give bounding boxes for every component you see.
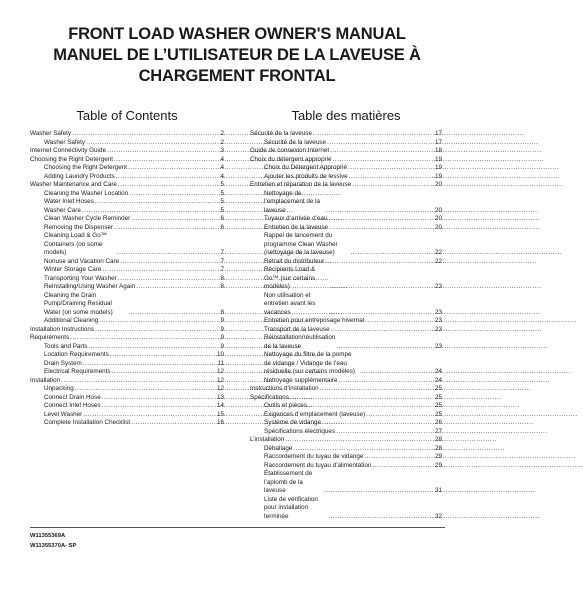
toc-entry-label: Instructions d’installation [250,385,319,392]
toc-dot-leader [86,139,219,148]
toc-dot-leader [326,207,434,216]
toc-dot-leader [333,156,434,165]
toc-dot-leader [365,317,434,326]
toc-entry-label: L’installation [250,436,285,443]
toc-entry-label: Choix du détergent approprié [250,155,332,163]
toc-entry[interactable] [30,215,224,224]
toc-entry[interactable] [30,173,224,182]
toc-dot-leader [328,513,434,522]
toc-entry-page: 25 [434,402,442,409]
toc-entry-page: 12 [216,376,224,384]
toc-entry-label: Spécifications [250,393,289,401]
toc-dot-leader [325,258,434,267]
toc-entry-label: Tools and Parts [44,342,88,350]
toc-french-heading: Table des matières [291,108,401,123]
toc-entry-page: 19 [434,155,442,163]
toc-entry[interactable] [30,317,224,326]
toc-entry-page: 19 [434,172,442,180]
toc-dot-leader [349,173,434,182]
toc-entry[interactable] [30,130,224,139]
toc-entry-page: 22 [434,257,442,265]
toc-entry-label: Cleaning the Washer Location [44,189,129,197]
toc-entry-label: Déballage [264,444,293,452]
toc-dot-leader [117,249,220,258]
toc-entry-page: 27 [434,427,442,435]
toc-entry[interactable] [250,156,442,165]
toc-dot-leader [114,224,220,233]
toc-dot-leader [120,258,219,267]
toc-entry-page: 24 [434,368,442,375]
toc-entry-label: Nettoyage du filtre de la pompe de vidange / Vidange de l’eau résiduelle (sur certains modèles) [264,351,355,375]
toc-french-list [250,130,442,521]
toc-dot-leader [290,394,434,403]
toc-entry-label: Spécifications électriques [264,427,336,435]
toc-entry[interactable] [30,139,224,148]
toc-dot-leader [83,411,216,420]
toc-entry[interactable] [250,181,442,190]
toc-dot-leader [329,309,434,318]
toc-entry[interactable] [30,351,224,360]
toc-entry[interactable] [30,411,224,420]
toc-dot-leader [95,326,219,335]
toc-entry-label: Washer Maintenance and Care [30,181,117,188]
toc-dot-leader [95,198,220,207]
toc-entry-label: Connect Drain Hose [44,393,101,401]
toc-entry[interactable] [250,164,442,173]
toc-entry-label: Entretien de la laveuse [264,223,329,231]
toc-entry-page: 22 [434,249,442,256]
toc-english-list [30,130,224,428]
toc-entry[interactable] [250,470,442,496]
toc-entry[interactable] [30,232,224,258]
toc-entry[interactable] [250,445,442,454]
toc-entry-page: 20 [434,215,442,222]
toc-entry-label: Electrical Requirements [44,368,111,375]
toc-entry-label: Removing the Dispenser [44,223,113,231]
toc-dot-leader [336,428,434,437]
toc-entry-label: Réinstallation/réutilisation de la laveuse [264,334,336,350]
toc-dot-leader [131,215,219,224]
toc-dot-leader [72,130,219,139]
toc-entry-label: Additional Cleaning [44,317,99,324]
toc-entry[interactable] [250,139,442,148]
toc-entry-label: Entretien et réparation de la laveuse [250,181,352,188]
title-line-2: MANUEL DE L’UTILISATEUR DE LA LAVEUSE À [53,46,421,64]
toc-entry-label: Raccordement du tuyau d’alimentation [264,461,372,469]
toc-entry-page: 25 [434,393,442,401]
toc-entry-page: 29 [434,453,442,460]
footer-divider [30,527,445,528]
toc-entry[interactable] [30,198,224,207]
toc-entry-label: Liste de vérification pour installation terminée [264,495,318,520]
toc-entry-page: 26 [434,419,442,426]
toc-entry-label: Rappel de lancement du programme Clean Washer (nettoyage de la laveuse) [264,232,338,256]
toc-entry-label: Ajouter les produits de lessive [264,172,348,180]
toc-entry-label: Sécurité de la laveuse [250,130,312,137]
toc-entry-page: 5 [220,206,224,214]
toc-entry-label: Clean Washer Cycle Reminder [44,215,131,222]
toc-entry[interactable] [30,402,224,411]
toc-entry[interactable] [250,377,442,386]
toc-entry-label: Transport de la laveuse [264,325,330,333]
toc-entry-page: 5 [220,198,224,205]
toc-entry-label: Nettoyage supplémentaire [264,376,338,384]
toc-dot-leader [128,309,219,318]
toc-entry[interactable] [250,419,442,428]
toc-entry[interactable] [30,258,224,267]
toc-dot-leader [128,164,220,173]
toc-dot-leader [336,343,434,352]
toc-dot-leader [114,156,220,165]
toc-dot-leader [129,190,219,199]
toc-dot-leader [328,215,434,224]
toc-entry-label: Cleaning Load & Go™ Containers (on some models) [44,232,108,256]
toc-entry-page: 20 [434,223,442,231]
toc-dot-leader [331,326,434,335]
toc-entry-label: Unpacking [44,385,74,392]
toc-dot-leader [83,360,217,369]
toc-entry-page: 18 [434,147,442,154]
toc-dot-leader [352,181,434,190]
toc-dot-leader [308,402,434,411]
toc-entry-label: Washer Care [44,206,81,214]
toc-entry-label: Installation [30,376,61,384]
toc-entry-label: Location Requirements [44,351,109,358]
toc-dot-leader [351,249,434,258]
toc-entry-page: 2 [220,138,224,146]
toc-entry[interactable] [250,436,442,445]
toc-entry[interactable] [30,283,224,292]
toc-entry-label: Sécurité de la laveuse [264,138,326,146]
toc-entry[interactable] [30,360,224,369]
toc-entry[interactable] [30,156,224,165]
toc-entry-page: 8 [220,308,224,316]
toc-entry-page: 9 [220,334,224,341]
toc-entry-label: Winter Storage Care [44,266,102,273]
toc-dot-leader [136,283,219,292]
toc-dot-leader [118,275,220,284]
toc-entry-page: 28 [434,444,442,452]
toc-entry[interactable] [250,147,442,156]
toc-entry-page: 31 [434,487,442,494]
toc-dot-leader [359,368,434,377]
toc-dot-leader [131,419,216,428]
toc-entry-label: Guide de connexion Internet [250,147,330,154]
toc-dot-leader [313,130,434,139]
toc-french [250,108,442,521]
toc-dot-leader [366,411,434,420]
toc-english [30,108,224,428]
toc-entry[interactable] [250,317,442,326]
toc-entry[interactable] [30,368,224,377]
toc-entry-label: Choix du Détergent Approprié [264,164,347,171]
toc-entry[interactable] [250,351,442,377]
toc-entry[interactable] [250,453,442,462]
toc-entry[interactable] [250,428,442,437]
toc-entry-page: 3 [220,147,224,154]
toc-entry[interactable] [30,343,224,352]
toc-entry-label: Cleaning the Drain Pump/Draining Residual Water (on some models) [44,291,113,316]
toc-dot-leader [75,385,216,394]
toc-dot-leader [330,147,434,156]
toc-entry[interactable] [30,275,224,284]
toc-dot-leader [327,139,434,148]
toc-entry-page: 13 [216,393,224,401]
toc-entry[interactable] [250,411,442,420]
toc-entry-page: 20 [434,206,442,214]
toc-entry-page: 29 [434,461,442,469]
toc-entry-label: Retrait du distributeur [264,257,325,265]
toc-entry-label: Récipients Load & Go™ (sur certains modèles) [264,266,316,290]
toc-entry-page: 9 [220,317,224,324]
toc-dot-leader [102,266,219,275]
toc-entry[interactable] [250,215,442,224]
toc-dot-leader [70,334,219,343]
toc-entry-label: Choosing the Right Detergent [44,164,127,171]
toc-entry[interactable] [30,419,224,428]
toc-entry-label: Level Washer [44,410,83,418]
manual-title [0,24,474,87]
toc-entry-label: Connect Inlet Hoses [44,402,101,409]
toc-dot-leader [329,224,434,233]
toc-entry[interactable] [250,190,442,216]
toc-dot-leader [112,368,216,377]
toc-entry[interactable] [250,258,442,267]
toc-entry[interactable] [30,334,224,343]
toc-entry[interactable] [30,394,224,403]
doc-number-english: W11355369A [30,533,66,539]
toc-entry-label: Entretien pour entreposage hivernal [264,317,365,324]
toc-entry-page: 23 [434,325,442,333]
toc-dot-leader [293,445,434,454]
toc-entry[interactable] [30,164,224,173]
toc-dot-leader [364,453,434,462]
toc-entry-page: 4 [220,155,224,163]
toc-entry-label: Nonuse and Vacation Care [44,257,120,265]
toc-dot-leader [330,283,434,292]
toc-dot-leader [116,173,220,182]
toc-entry-page: 7 [220,257,224,265]
toc-dot-leader [339,377,434,386]
toc-entry-page: 24 [434,376,442,384]
toc-entry-page: 5 [220,181,224,188]
toc-dot-leader [82,207,220,216]
toc-entry-label: Water Inlet Hoses [44,198,94,205]
toc-entry-label: Choosing the Right Detergent [30,155,113,163]
toc-entry-page: 6 [220,223,224,231]
doc-number-spanish: W11355370A- SP [30,543,77,549]
toc-entry-label: Outils et pièces [264,402,308,409]
toc-entry-page: 11 [217,359,224,367]
toc-entry[interactable] [250,334,442,351]
toc-dot-leader [348,164,434,173]
toc-entry-page: 9 [220,342,224,350]
toc-entry-label: Adding Laundry Products [44,172,115,180]
toc-entry[interactable] [30,181,224,190]
toc-entry[interactable] [30,207,224,216]
toc-entry[interactable] [30,377,224,386]
toc-entry-page: 25 [434,385,442,392]
toc-dot-leader [118,181,220,190]
toc-entry[interactable] [250,385,442,394]
toc-dot-leader [322,419,434,428]
toc-entry-page: 7 [220,249,224,256]
toc-dot-leader [372,462,434,471]
toc-entry-page: 20 [434,181,442,188]
toc-entry-page: 17 [434,130,442,137]
toc-entry-page: 32 [434,512,442,520]
toc-entry-label: Nettoyage de l’emplacement de la laveuse [264,189,321,214]
toc-entry-page: 5 [220,189,224,197]
toc-entry-page: 2 [220,130,224,137]
toc-entry-label: Drain System [44,359,82,367]
toc-dot-leader [88,343,219,352]
toc-entry-page: 19 [434,164,442,171]
toc-entry-page: 8 [220,274,224,282]
toc-entry-label: Washer Safety [30,130,72,137]
toc-entry-label: Installation Instructions [30,325,95,333]
toc-entry[interactable] [30,147,224,156]
toc-entry[interactable] [30,190,224,199]
toc-entry[interactable] [250,496,442,522]
toc-entry-label: Requirements [30,334,70,341]
toc-dot-leader [107,147,220,156]
toc-entry-page: 8 [220,283,224,290]
toc-entry-page: 17 [434,138,442,146]
title-line-1: FRONT LOAD WASHER OWNER'S MANUAL [68,25,406,43]
toc-entry[interactable] [250,224,442,233]
toc-entry-page: 9 [220,325,224,333]
toc-entry-page: 4 [220,164,224,171]
toc-entry[interactable] [30,224,224,233]
toc-entry-page: 23 [434,342,442,350]
toc-entry[interactable] [30,266,224,275]
toc-dot-leader [320,385,434,394]
toc-entry-page: 15 [216,410,224,418]
toc-entry-page: 23 [434,283,442,290]
toc-entry-page: 16 [216,419,224,426]
toc-dot-leader [61,377,216,386]
toc-entry-page: 12 [216,385,224,392]
toc-entry-label: Exigences d’emplacement (laveuse) [264,410,366,418]
toc-entry-page: 14 [216,402,224,409]
toc-entry-label: Transporting Your Washer [44,274,117,282]
toc-entry[interactable] [30,326,224,335]
toc-entry-label: Système de vidange [264,419,322,426]
toc-entry-page: 23 [434,308,442,316]
toc-entry-label: Washer Safety [44,138,86,146]
toc-entry-label: Établissement de l’aplomb de la laveuse [264,470,313,494]
toc-dot-leader [285,436,434,445]
toc-dot-leader [102,402,216,411]
toc-dot-leader [99,317,219,326]
toc-dot-leader [110,351,216,360]
toc-entry[interactable] [30,385,224,394]
toc-entry[interactable] [30,292,224,318]
toc-entry-page: 28 [434,436,442,443]
toc-entry[interactable] [250,462,442,471]
toc-dot-leader [102,394,216,403]
toc-entry-label: Complete Installation Checklist [44,419,131,426]
toc-entry-label: Reinstalling/Using Washer Again [44,283,136,290]
toc-entry[interactable] [250,232,442,258]
toc-entry[interactable] [250,394,442,403]
toc-entry-page: 10 [216,351,224,358]
toc-entry-page: 7 [220,266,224,273]
toc-entry[interactable] [250,130,442,139]
toc-entry-label: Raccordement du tuyau de vidange [264,453,364,460]
toc-entry-label: Tuyaux d’arrivée d’eau [264,215,328,222]
toc-entry-label: Non utilisation et entretien avant les vacances [264,291,316,316]
toc-english-heading: Table of Contents [76,108,178,123]
toc-entry-page: 6 [220,215,224,222]
toc-entry[interactable] [250,173,442,182]
toc-entry-page: 23 [434,317,442,324]
toc-entry[interactable] [250,292,442,318]
toc-entry[interactable] [250,402,442,411]
toc-entry[interactable] [250,266,442,292]
toc-entry-page: 12 [216,368,224,375]
toc-dot-leader [324,487,434,496]
title-line-3: CHARGEMENT FRONTAL [138,67,336,85]
toc-entry-label: Internet Connectivity Guide [30,147,106,154]
toc-entry[interactable] [250,326,442,335]
toc-entry-page: 4 [220,172,224,180]
toc-entry-page: 25 [434,410,442,418]
